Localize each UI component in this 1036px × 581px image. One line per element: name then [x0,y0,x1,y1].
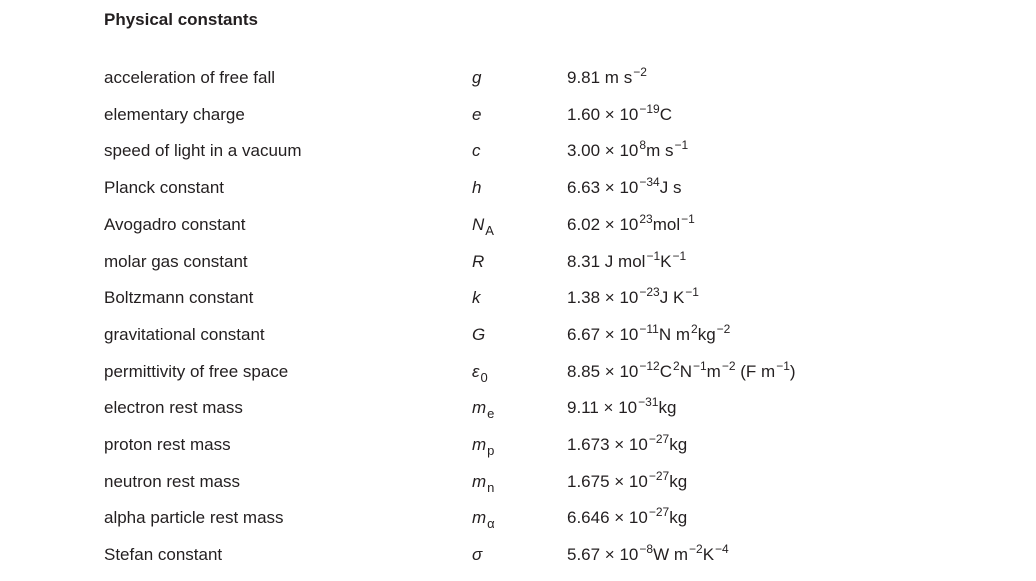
constant-name: acceleration of free fall [104,68,276,87]
constant-symbol: R [472,251,485,271]
constant-value: $3.00 \times 10^8m$ $s^{-1}$ [567,138,689,161]
constant-name: Planck constant [104,178,225,198]
table-row [0,396,1036,422]
constant-name: molar gas constant [104,251,248,271]
constant-name: elementary charge [104,104,245,124]
table-row [0,66,1036,92]
constant-symbol: $N_A$ [472,214,494,238]
constant-value: $8.85 \times 10^{-12}C^2N^{-1}m^{-2}$ (F $m^{-1}$) [567,358,796,381]
constant-name: neutron rest mass [104,471,241,491]
table-row [0,470,1036,496]
constant-symbol: g [472,68,482,87]
constant-symbol: $m_\alpha$ [472,508,495,532]
constant-value: $9.11 \times 10^{-31}kg$ [567,395,677,418]
constant-value: $5.67 \times 10^{-8}W$ $m^{-2}K^{-4}$ [567,542,729,565]
page-title: Physical constants [104,10,259,29]
constant-symbol: G [472,324,486,344]
constant-symbol: $m_e$ [472,398,495,422]
constant-value: $6.646 \times 10^{-27}kg$ [567,505,688,528]
constant-value: $1.675 \times 10^{-27}kg$ [567,468,688,491]
constant-symbol: $m_n$ [472,471,495,495]
table-row [0,323,1036,349]
constant-value: $6.67 \times 10^{-11}N$ $m^2kg^{-2}$ [567,321,731,344]
constant-value: $1.38 \times 10^{-23}J$ $K^{-1}$ [567,285,699,308]
constant-name: alpha particle rest mass [104,508,284,528]
table-row [0,286,1036,312]
constant-value: $1.673 \times 10^{-27}kg$ [567,432,688,454]
constant-symbol: $\varepsilon_0$ [472,361,488,385]
constant-symbol: c [472,141,481,161]
table-row [0,506,1036,532]
constant-name: electron rest mass [104,398,243,418]
constant-symbol: k [472,288,481,308]
constant-name: permittivity of free space [104,361,289,381]
constant-name: Boltzmann constant [104,288,254,308]
constant-value: $6.63 \times 10^{-34}J$ s [567,175,682,198]
constant-symbol: e [472,104,482,124]
constant-value: $1.60 \times 10^{-19}C$ [567,101,673,124]
table-row [0,250,1036,276]
table-row [0,543,1036,569]
constant-value: 8.31 J $mol^{-1}K^{-1}$ [567,248,687,271]
table-row [0,139,1036,165]
constant-name: speed of light in a vacuum [104,141,302,161]
constant-name: Avogadro constant [104,214,246,234]
table-row [0,213,1036,239]
table-row [0,360,1036,386]
table-row [0,433,1036,459]
constant-name: Stefan constant [104,545,223,565]
constant-symbol: $m_p$ [472,435,495,458]
constant-name: gravitational constant [104,324,265,344]
constant-value: $6.02 \times 10^{23}mol^{-1}$ [567,211,695,234]
table-row [0,176,1036,202]
constant-symbol: h [472,178,482,198]
constant-name: proton rest mass [104,435,231,454]
table-row [0,103,1036,129]
constant-symbol: σ [472,545,483,565]
constant-value: 9.81 m $s^{-2}$ [567,65,647,87]
